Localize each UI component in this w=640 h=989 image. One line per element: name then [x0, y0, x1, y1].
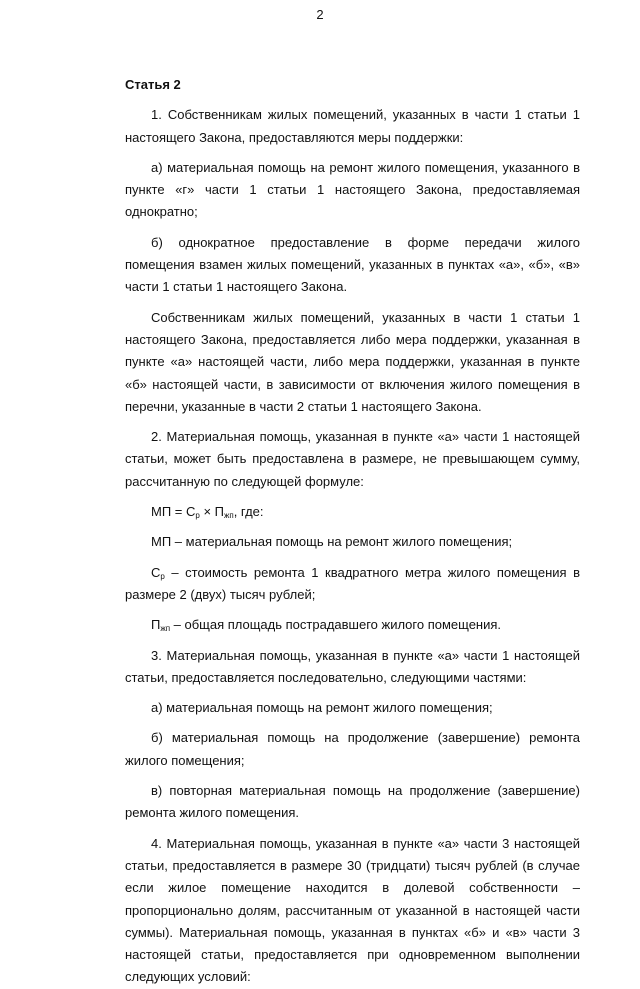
- paragraph-3c: в) повторная материальная помощь на продолжение (завершение) ремонта жилого помещения.: [125, 783, 580, 821]
- definition-pzhp-symbol: П: [151, 617, 161, 633]
- formula-times: × П: [199, 504, 225, 520]
- definition-cr-sub: р: [160, 571, 165, 581]
- paragraph-3a: а) материальная помощь на ремонт жилого помещения;: [151, 700, 493, 716]
- page-number: 2: [316, 7, 324, 22]
- definition-mp: МП – материальная помощь на ремонт жилого помещения;: [151, 534, 513, 550]
- paragraph-4: 4. Материальная помощь, указанная в пункте «а» части 3 настоящей статьи, предоставляется в размере 30 (тридцати) тысяч рублей (в случае если жилое помещение находится в долевой собственности – пропорционально долям, рассчитанным от указанной в настоящей части суммы). Материальная помощь, указанная в пунктах «б» и «в» части 3 настоящей статьи, предоставляется при одновременном выполнении следующих условий:: [125, 835, 580, 985]
- paragraph-3b: б) материальная помощь на продолжение (завершение) ремонта жилого помещения;: [125, 730, 580, 768]
- article-title: Статья 2: [125, 77, 181, 92]
- definition-pzhp-text: – общая площадь пострадавшего жилого помещения.: [170, 617, 502, 633]
- formula-mp: МП = С: [151, 504, 196, 520]
- paragraph-2: 2. Материальная помощь, указанная в пункте «а» части 1 настоящей статьи, может быть предоставлена в размере, не превышающем сумму, рассчитанную по следующей формуле:: [125, 429, 580, 489]
- definition-cr-symbol: С: [151, 564, 161, 580]
- definition-cr-text: – стоимость ремонта 1 квадратного метра жилого помещения в размере 2 (двух) тысяч рублей;: [125, 564, 580, 602]
- definition-pzhp-sub: жп: [160, 624, 171, 634]
- formula-sub-r: р: [195, 511, 200, 521]
- formula-sub-zhp: жп: [224, 511, 234, 521]
- paragraph-1: 1. Собственникам жилых помещений, указанных в части 1 статьи 1 настоящего Закона, предоставляются меры поддержки:: [125, 107, 580, 145]
- document-body: [125, 74, 580, 989]
- paragraph-3: 3. Материальная помощь, указанная в пункте «а» части 1 настоящей статьи, предоставляется последовательно, следующими частями:: [125, 647, 580, 685]
- definition-cr: [125, 562, 580, 607]
- formula: [125, 501, 580, 523]
- formula-tail: , где:: [233, 504, 264, 520]
- paragraph-1a: а) материальная помощь на ремонт жилого помещения, указанного в пункте «г» части 1 статьи 1 настоящего Закона, предоставляемая однократно;: [125, 159, 580, 220]
- definition-pzhp: [125, 614, 580, 636]
- paragraph-1b: б) однократное предоставление в форме передачи жилого помещения взамен жилых помещений, указанных в пунктах «а», «б», «в» части 1 статьи 1 настоящего Закона.: [125, 234, 580, 295]
- paragraph-1c: Собственникам жилых помещений, указанных в части 1 статьи 1 настоящего Закона, предоставляется либо мера поддержки, указанная в пункте «а» настоящей части, либо мера поддержки, указанная в пункте «б» настоящей части, в зависимости от включения жилого помещения в перечни, указанные в части 2 статьи 1 настоящего Закона.: [125, 309, 580, 414]
